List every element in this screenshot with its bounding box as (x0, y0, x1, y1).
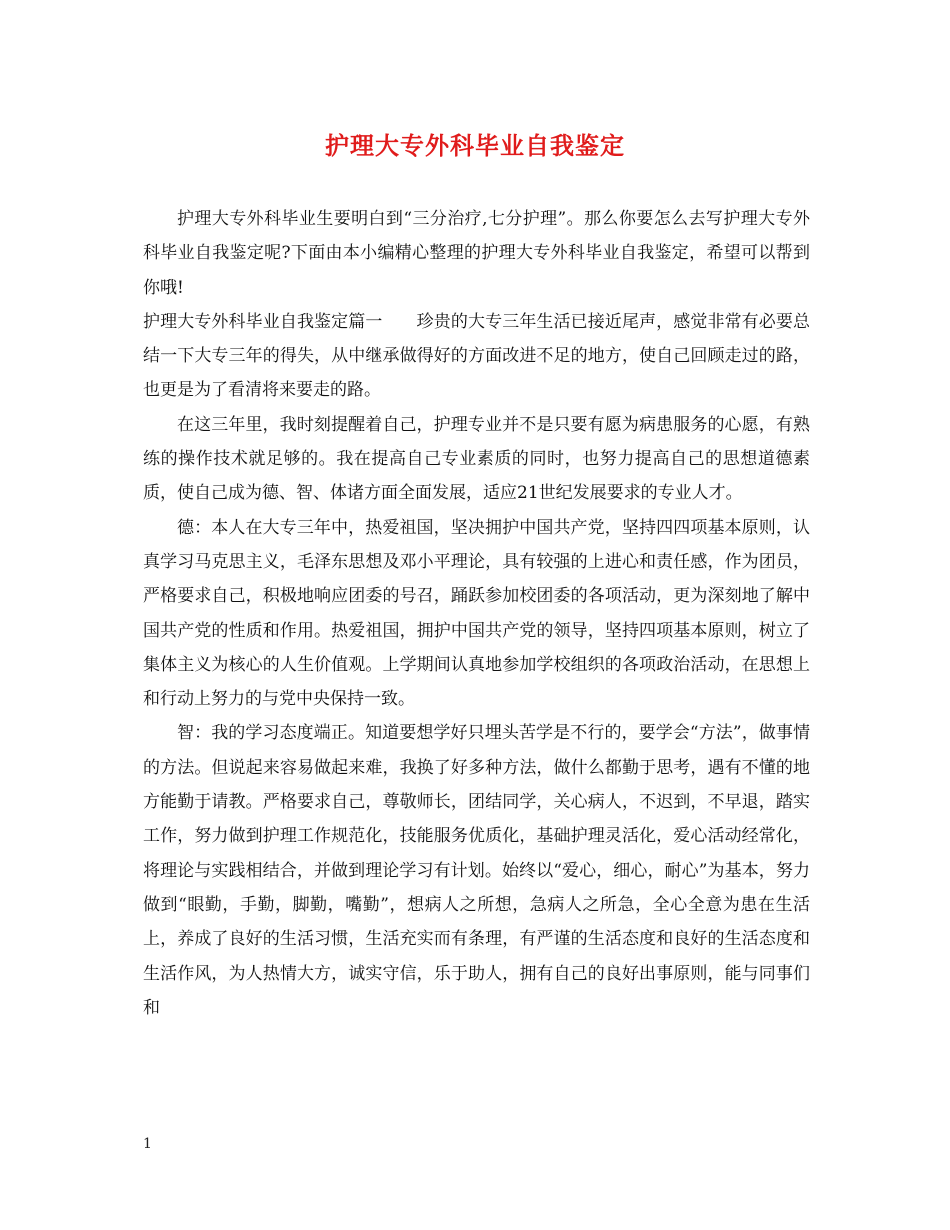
morality-paragraph: 德：本人在大专三年中，热爱祖国，坚决拥护中国共产党，坚持四四项基本原则，认真学习马克思主义，毛泽东思想及邓小平理论，具有较强的上进心和责任感，作为团员，严格要求自己，积极地响应团委的号召，踊跃参加校团委的各项活动，更为深刻地了解中国共产党的性质和作用。热爱祖国，拥护中国共产党的领导，坚持四项基本原则，树立了集体主义为核心的人生价值观。上学期间认真地参加学校组织的各项政治活动，在思想上和行动上努力的与党中央保持一致。 (143, 517, 810, 710)
section-one-paragraph: 护理大专外科毕业自我鉴定篇一 珍贵的大专三年生活已接近尾声，感觉非常有必要总结一下大专三年的得失，从中继承做得好的方面改进不足的地方，使自己回顾走过的路，也更是为了看清将来要走的路。 (143, 311, 810, 401)
intro-paragraph: 护理大专外科毕业生要明白到“三分治疗,七分护理”。那么你要怎么去写护理大专外科毕业自我鉴定呢?下面由本小编精心整理的护理大专外科毕业自我鉴定，希望可以帮到你哦! (143, 209, 810, 298)
three-years-paragraph: 在这三年里，我时刻提醒着自己，护理专业并不是只要有愿为病患服务的心愿，有熟练的操作技术就足够的。我在提高自己专业素质的同时，也努力提高自己的思想道德素质，使自己成为德、智、体诸方面全面发展，适应21世纪发展要求的专业人才。 (143, 414, 810, 504)
intelligence-paragraph: 智：我的学习态度端正。知道要想学好只埋头苦学是不行的，要学会“方法”，做事情的方法。但说起来容易做起来难，我换了好多种方法，做什么都勤于思考，遇有不懂的地方能勤于请教。严格要求自己，尊敬师长，团结同学，关心病人，不迟到，不早退，踏实工作，努力做到护理工作规范化，技能服务优质化，基础护理灵活化，爱心活动经常化，将理论与实践相结合，并做到理论学习有计划。始终以“爱心，细心，耐心”为基本，努力做到“眼勤，手勤，脚勤，嘴勤”，想病人之所想，急病人之所急，全心全意为患在生活上，养成了良好的生活习惯，生活充实而有条理，有严谨的生活态度和良好的生活态度和生活作风，为人热情大方，诚实守信，乐于助人，拥有自己的良好出事原则，能与同事们和 (143, 723, 810, 1018)
document-title: 护理大专外科毕业自我鉴定 (325, 131, 625, 160)
document-body (143, 202, 810, 1025)
page-number: 1 (143, 1136, 152, 1152)
